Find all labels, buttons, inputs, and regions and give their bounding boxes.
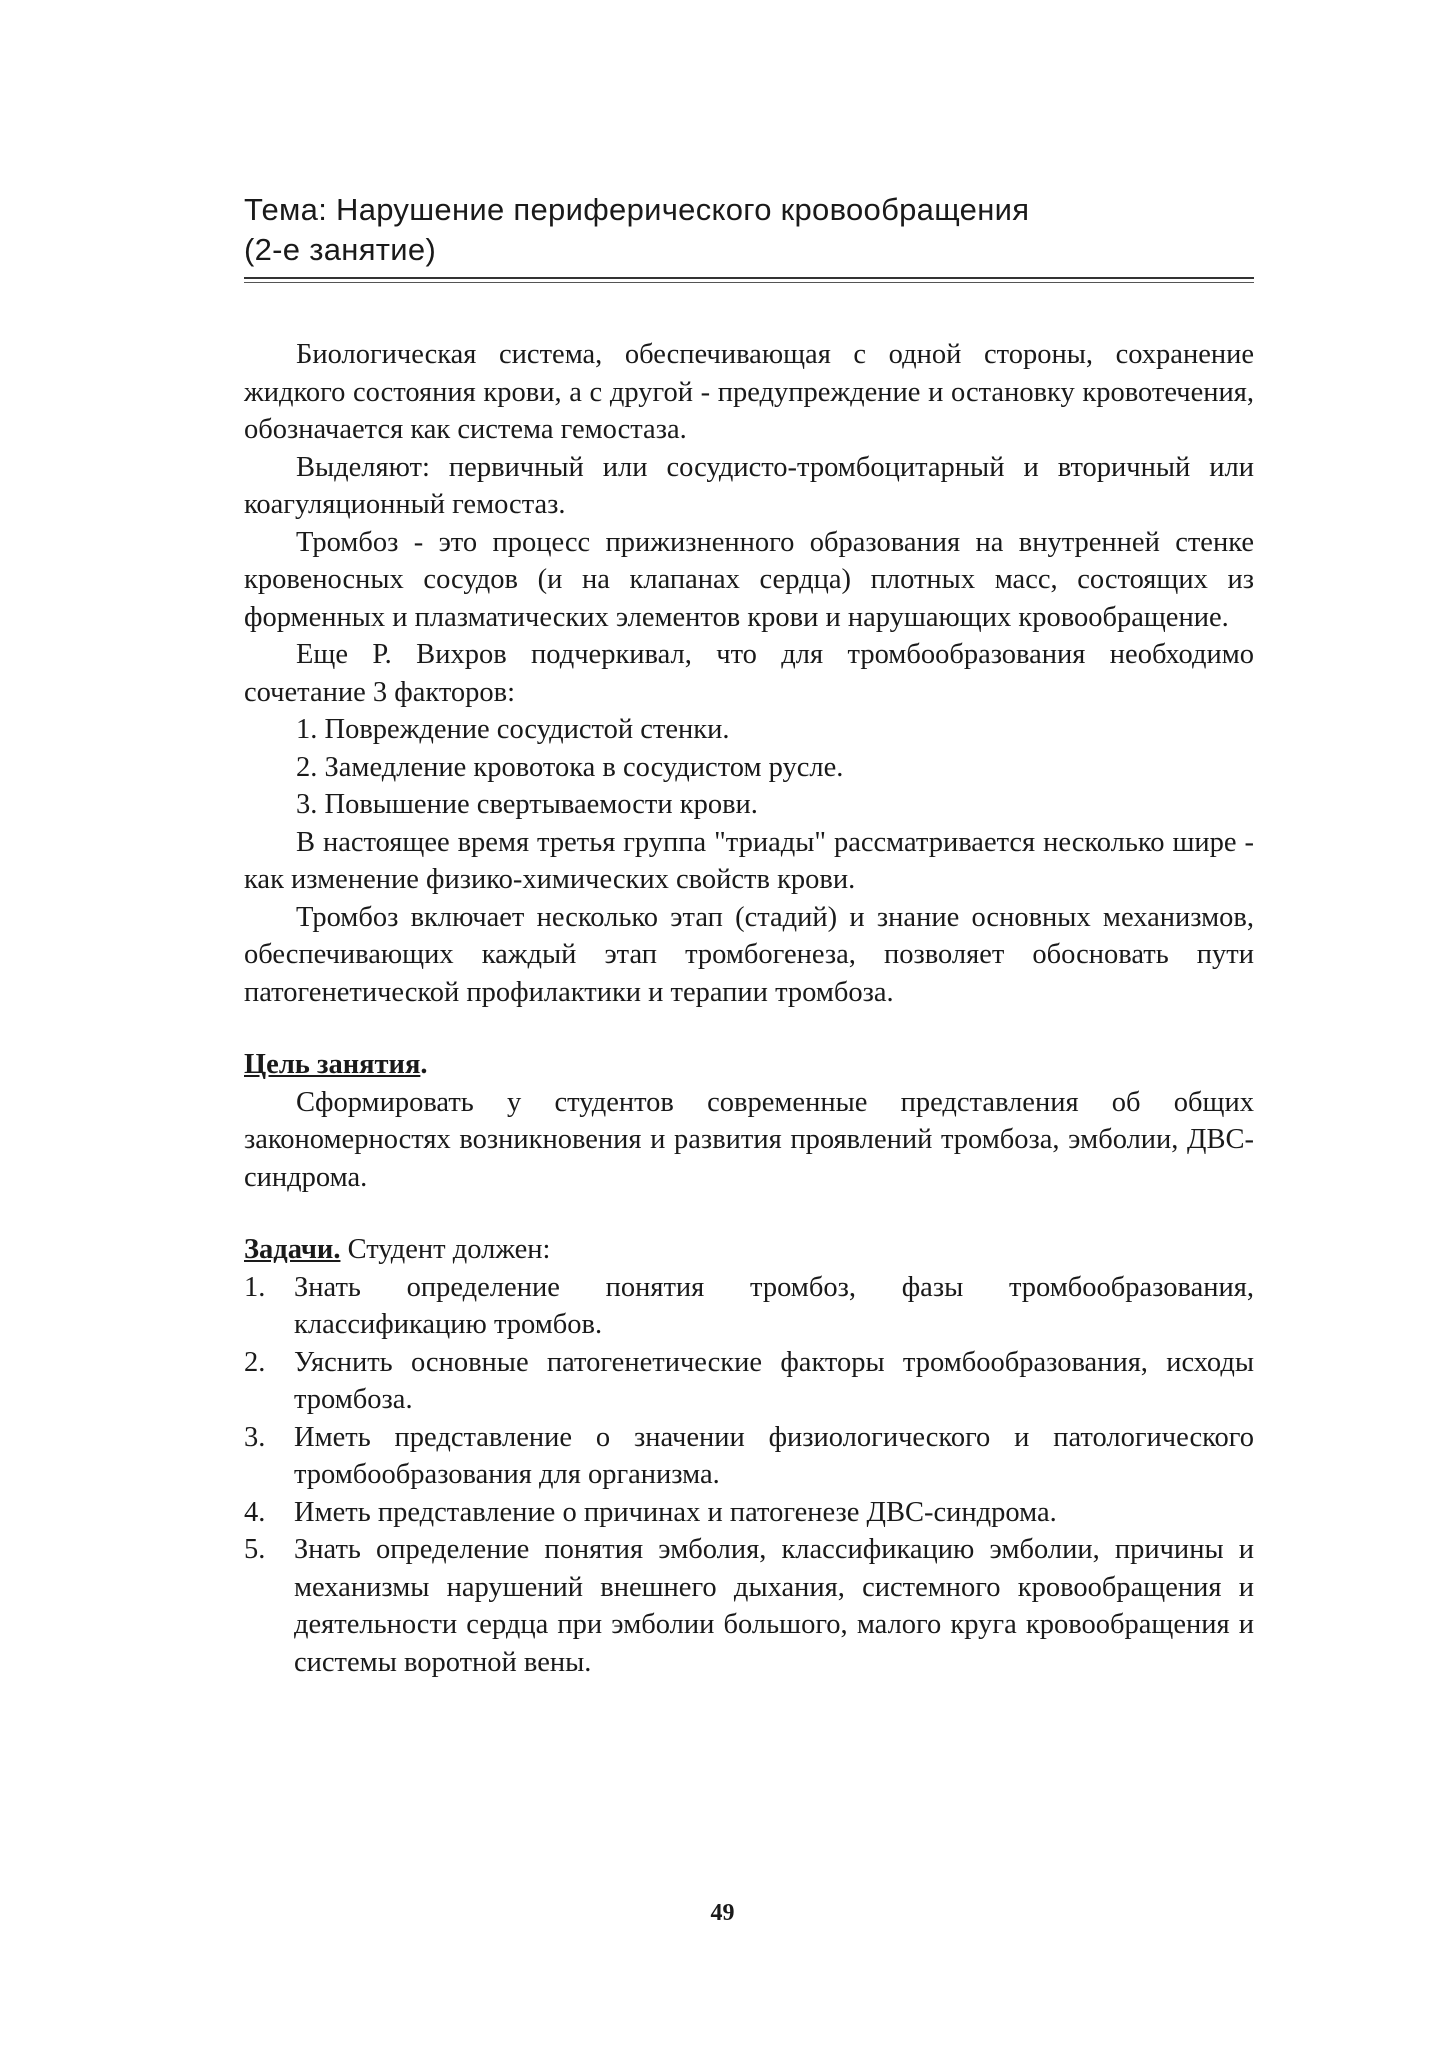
goal-heading-text: Цель занятия — [244, 1049, 421, 1080]
intro-paragraph-4: Еще Р. Вихров подчеркивал, что для тромбообразования необходимо сочетание 3 факторов: — [244, 639, 1254, 708]
task-text: Иметь представление о причинах и патогенезе ДВС-синдрома. — [294, 1496, 1057, 1528]
list-item — [244, 1269, 1254, 1344]
title-divider-thin — [244, 282, 1254, 283]
task-text: Знать определение понятия тромбоз, фазы тромбообразования, классификацию тромбов. — [294, 1271, 1254, 1340]
list-item: 2. Замедление кровотока в сосудистом русле. — [296, 751, 844, 783]
list-item — [244, 1344, 1254, 1419]
tasks-heading-line — [244, 1231, 1254, 1269]
intro-paragraph-5: В настоящее время третья группа "триады" рассматривается несколько шире - как изменение физико-химических свойств крови. — [244, 826, 1254, 895]
tasks-list — [244, 1269, 1254, 1682]
tasks-lead: Студент должен: — [340, 1234, 551, 1265]
goal-heading-punct: . — [420, 1049, 428, 1080]
task-number: 5. — [244, 1534, 266, 1565]
spacer — [244, 1196, 1254, 1231]
list-item — [244, 1419, 1254, 1494]
virchow-factors-list — [244, 711, 1254, 824]
page-body — [244, 336, 1254, 1681]
intro-paragraph-2: Выделяют: первичный или сосудисто-тромбоцитарный и вторичный или коагуляционный гемостаз. — [244, 451, 1254, 520]
task-text: Знать определение понятия эмболия, классификацию эмболии, причины и механизмы нарушений внешнего дыхания, системного кровообращения и деятельности сердца при эмболии большого, малого круга кровообращения и системы воротной вены. — [294, 1534, 1254, 1678]
title-line-1: Тема: Нарушение периферического кровообращения — [244, 192, 1030, 227]
page-title — [244, 190, 1254, 270]
task-number: 1. — [244, 1271, 266, 1303]
list-item — [244, 1494, 1254, 1532]
goal-heading — [244, 1046, 1254, 1084]
task-number: 2. — [244, 1346, 266, 1378]
task-number: 4. — [244, 1496, 266, 1528]
task-number: 3. — [244, 1421, 266, 1453]
title-divider — [244, 277, 1254, 279]
list-item — [244, 1531, 1254, 1681]
tasks-heading: Задачи. — [244, 1234, 341, 1265]
list-item: 3. Повышение свертываемости крови. — [296, 789, 758, 820]
list-item: 1. Повреждение сосудистой стенки. — [296, 714, 730, 745]
intro-paragraph-1: Биологическая система, обеспечивающая с одной стороны, сохранение жидкого состояния крови, а с другой - предупреждение и остановку кровотечения, обозначается как система гемостаза. — [244, 339, 1254, 445]
goal-paragraph: Сформировать у студентов современные представления об общих закономерностях возникновения и развития проявлений тромбоза, эмболии, ДВС-синдрома. — [244, 1086, 1254, 1193]
page-number: 49 — [710, 1900, 735, 1926]
spacer — [244, 1011, 1254, 1046]
intro-paragraph-6: Тромбоз включает несколько этап (стадий) и знание основных механизмов, обеспечивающих каждый этап тромбогенеза, позволяет обосновать пути патогенетической профилактики и терапии тромбоза. — [244, 901, 1254, 1008]
intro-paragraph-3: Тромбоз - это процесс прижизненного образования на внутренней стенке кровеносных сосудов (и на клапанах сердца) плотных масс, состоящих из форменных и плазматических элементов крови и нарушающих кровообращение. — [244, 526, 1254, 633]
task-text: Уяснить основные патогенетические факторы тромбообразования, исходы тромбоза. — [294, 1346, 1254, 1415]
task-text: Иметь представление о значении физиологического и патологического тромбообразования для организма. — [294, 1421, 1254, 1490]
title-line-2: (2-е занятие) — [244, 232, 437, 267]
